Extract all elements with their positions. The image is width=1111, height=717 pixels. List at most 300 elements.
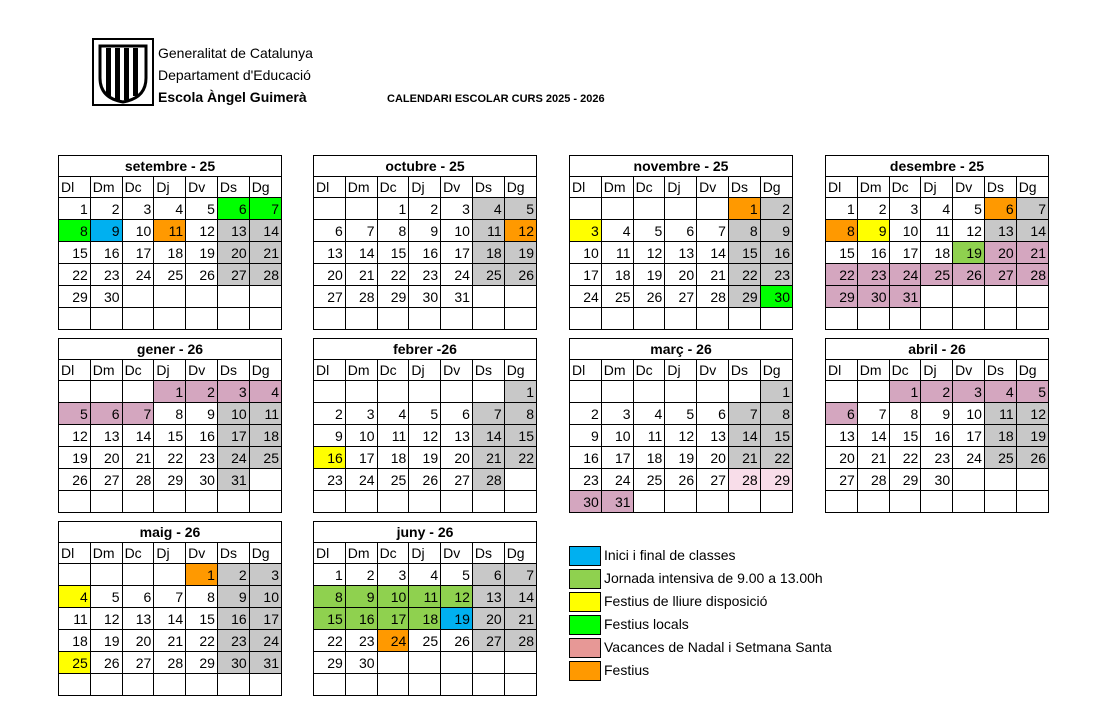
- day-cell: 7: [154, 586, 186, 608]
- day-cell: 18: [377, 447, 409, 469]
- empty-cell: [826, 491, 858, 513]
- empty-cell: [409, 652, 441, 674]
- day-cell: 15: [59, 242, 91, 264]
- day-cell: 12: [441, 586, 473, 608]
- empty-cell: [249, 469, 281, 491]
- day-cell: 8: [314, 586, 346, 608]
- day-cell: 7: [857, 403, 889, 425]
- empty-cell: [984, 469, 1016, 491]
- day-cell: 22: [314, 630, 346, 652]
- school-name: Escola Àngel Guimerà: [158, 89, 307, 105]
- empty-cell: [504, 308, 536, 330]
- weekday-header: Dv: [697, 177, 729, 198]
- day-cell: 7: [728, 403, 760, 425]
- empty-cell: [633, 491, 665, 513]
- empty-cell: [154, 308, 186, 330]
- weekday-header: Dj: [409, 177, 441, 198]
- day-cell: 22: [760, 447, 792, 469]
- day-cell: 19: [504, 242, 536, 264]
- legend-label: Festius: [604, 662, 650, 678]
- weekday-header: Dj: [921, 177, 953, 198]
- day-cell: 28: [857, 469, 889, 491]
- empty-cell: [122, 308, 154, 330]
- day-cell: 24: [377, 630, 409, 652]
- day-cell: 27: [472, 630, 504, 652]
- empty-cell: [441, 381, 473, 403]
- day-cell: 21: [122, 447, 154, 469]
- day-cell: 29: [728, 286, 760, 308]
- day-cell: 19: [90, 630, 122, 652]
- legend-item: [568, 660, 968, 682]
- weekday-header: Ds: [472, 177, 504, 198]
- day-cell: 2: [90, 198, 122, 220]
- weekday-header: Dg: [760, 360, 792, 381]
- day-cell: 11: [154, 220, 186, 242]
- weekday-header: Dv: [441, 360, 473, 381]
- day-cell: 11: [59, 608, 91, 630]
- day-cell: 19: [953, 242, 985, 264]
- month-calendar: [58, 155, 282, 330]
- day-cell: 11: [409, 586, 441, 608]
- day-cell: 14: [728, 425, 760, 447]
- weekday-header: Dv: [186, 543, 218, 564]
- empty-cell: [826, 308, 858, 330]
- day-cell: 23: [760, 264, 792, 286]
- day-cell: 24: [441, 264, 473, 286]
- day-cell: 14: [154, 608, 186, 630]
- day-cell: 20: [665, 264, 697, 286]
- empty-cell: [728, 513, 760, 535]
- day-cell: 28: [472, 469, 504, 491]
- day-cell: 3: [249, 564, 281, 586]
- day-cell: 11: [377, 425, 409, 447]
- day-cell: 19: [633, 264, 665, 286]
- month-title: març - 26: [570, 339, 793, 360]
- empty-cell: [345, 198, 377, 220]
- day-cell: 1: [889, 381, 921, 403]
- day-cell: 16: [760, 242, 792, 264]
- day-cell: 13: [826, 425, 858, 447]
- month-title: juny - 26: [314, 522, 537, 543]
- day-cell: 21: [154, 630, 186, 652]
- weekday-header: Dl: [570, 360, 602, 381]
- day-cell: 23: [314, 469, 346, 491]
- day-cell: 25: [984, 447, 1016, 469]
- month-calendar: [58, 521, 282, 696]
- empty-cell: [90, 308, 122, 330]
- empty-cell: [249, 674, 281, 696]
- day-cell: 7: [249, 198, 281, 220]
- empty-cell: [504, 286, 536, 308]
- day-cell: 26: [953, 264, 985, 286]
- day-cell: 8: [377, 220, 409, 242]
- day-cell: 28: [249, 264, 281, 286]
- empty-cell: [1016, 469, 1048, 491]
- day-cell: 18: [249, 425, 281, 447]
- day-cell: 10: [217, 403, 249, 425]
- day-cell: 30: [345, 652, 377, 674]
- day-cell: 21: [697, 264, 729, 286]
- weekday-header: Dg: [760, 177, 792, 198]
- empty-cell: [59, 308, 91, 330]
- day-cell: 5: [953, 198, 985, 220]
- legend-label: Inici i final de classes: [604, 547, 736, 563]
- empty-cell: [409, 674, 441, 696]
- empty-cell: [186, 674, 218, 696]
- weekday-header: Dv: [953, 177, 985, 198]
- day-cell: 9: [345, 586, 377, 608]
- legend-item: [568, 614, 968, 636]
- day-cell: 29: [314, 652, 346, 674]
- day-cell: 11: [921, 220, 953, 242]
- legend-label: Jornada intensiva de 9.00 a 13.00h: [604, 570, 823, 586]
- day-cell: 8: [154, 403, 186, 425]
- weekday-header: Dl: [826, 177, 858, 198]
- day-cell: 1: [59, 198, 91, 220]
- day-cell: 13: [90, 425, 122, 447]
- day-cell: 31: [889, 286, 921, 308]
- weekday-header: Ds: [728, 360, 760, 381]
- empty-cell: [504, 674, 536, 696]
- day-cell: 19: [59, 447, 91, 469]
- day-cell: 14: [249, 220, 281, 242]
- day-cell: 16: [217, 608, 249, 630]
- month-title: abril - 26: [826, 339, 1049, 360]
- weekday-header: Dm: [857, 177, 889, 198]
- day-cell: 26: [59, 469, 91, 491]
- day-cell: 16: [90, 242, 122, 264]
- day-cell: 3: [122, 198, 154, 220]
- day-cell: 20: [984, 242, 1016, 264]
- empty-cell: [217, 674, 249, 696]
- day-cell: 18: [409, 608, 441, 630]
- day-cell: 15: [314, 608, 346, 630]
- weekday-header: Dm: [345, 543, 377, 564]
- empty-cell: [504, 491, 536, 513]
- month-title: setembre - 25: [59, 156, 282, 177]
- day-cell: 18: [984, 425, 1016, 447]
- day-cell: 25: [921, 264, 953, 286]
- empty-cell: [472, 674, 504, 696]
- day-cell: 17: [889, 242, 921, 264]
- day-cell: 6: [826, 403, 858, 425]
- day-cell: 3: [345, 403, 377, 425]
- day-cell: 2: [217, 564, 249, 586]
- day-cell: 5: [1016, 381, 1048, 403]
- day-cell: 4: [633, 403, 665, 425]
- empty-cell: [59, 674, 91, 696]
- day-cell: 9: [760, 220, 792, 242]
- weekday-header: Ds: [472, 543, 504, 564]
- empty-cell: [409, 381, 441, 403]
- day-cell: 15: [760, 425, 792, 447]
- day-cell: 28: [697, 286, 729, 308]
- legend-swatch: [569, 615, 601, 635]
- day-cell: 23: [857, 264, 889, 286]
- day-cell: 22: [377, 264, 409, 286]
- day-cell: 8: [760, 403, 792, 425]
- day-cell: 17: [249, 608, 281, 630]
- weekday-header: Dc: [122, 360, 154, 381]
- weekday-header: Dj: [154, 543, 186, 564]
- day-cell: 10: [953, 403, 985, 425]
- day-cell: 15: [826, 242, 858, 264]
- day-cell: 16: [345, 608, 377, 630]
- empty-cell: [760, 491, 792, 513]
- weekday-header: Dl: [826, 360, 858, 381]
- legend-swatch: [569, 661, 601, 681]
- weekday-header: Dj: [409, 360, 441, 381]
- empty-cell: [728, 308, 760, 330]
- day-cell: 1: [314, 564, 346, 586]
- day-cell: 28: [504, 630, 536, 652]
- day-cell: 28: [728, 469, 760, 491]
- weekday-header: Dc: [633, 177, 665, 198]
- weekday-header: Dj: [665, 177, 697, 198]
- day-cell: 21: [249, 242, 281, 264]
- weekday-header: Dc: [377, 177, 409, 198]
- day-cell: 22: [59, 264, 91, 286]
- empty-cell: [889, 308, 921, 330]
- day-cell: 24: [601, 469, 633, 491]
- day-cell: 30: [857, 286, 889, 308]
- day-cell: 20: [697, 447, 729, 469]
- empty-cell: [59, 381, 91, 403]
- day-cell: 21: [345, 264, 377, 286]
- empty-cell: [345, 308, 377, 330]
- day-cell: 14: [122, 425, 154, 447]
- empty-cell: [953, 491, 985, 513]
- empty-cell: [377, 491, 409, 513]
- empty-cell: [154, 491, 186, 513]
- empty-cell: [186, 308, 218, 330]
- day-cell: 8: [826, 220, 858, 242]
- day-cell: 5: [633, 220, 665, 242]
- empty-cell: [90, 491, 122, 513]
- day-cell: 12: [504, 220, 536, 242]
- day-cell: 15: [154, 425, 186, 447]
- day-cell: 12: [186, 220, 218, 242]
- empty-cell: [217, 286, 249, 308]
- empty-cell: [665, 513, 697, 535]
- day-cell: 17: [953, 425, 985, 447]
- day-cell: 14: [1016, 220, 1048, 242]
- empty-cell: [441, 674, 473, 696]
- day-cell: 31: [601, 491, 633, 513]
- day-cell: 10: [570, 242, 602, 264]
- weekday-header: Dl: [59, 177, 91, 198]
- day-cell: 27: [826, 469, 858, 491]
- empty-cell: [504, 469, 536, 491]
- weekday-header: Ds: [217, 360, 249, 381]
- day-cell: 20: [90, 447, 122, 469]
- weekday-header: Ds: [728, 177, 760, 198]
- day-cell: 17: [122, 242, 154, 264]
- weekday-header: Dj: [409, 543, 441, 564]
- empty-cell: [921, 491, 953, 513]
- day-cell: 23: [921, 447, 953, 469]
- empty-cell: [472, 652, 504, 674]
- day-cell: 18: [154, 242, 186, 264]
- day-cell: 25: [601, 286, 633, 308]
- weekday-header: Dv: [441, 543, 473, 564]
- day-cell: 10: [601, 425, 633, 447]
- weekday-header: Dm: [90, 543, 122, 564]
- day-cell: 25: [633, 469, 665, 491]
- empty-cell: [186, 286, 218, 308]
- day-cell: 8: [504, 403, 536, 425]
- day-cell: 5: [409, 403, 441, 425]
- day-cell: 3: [601, 403, 633, 425]
- day-cell: 23: [345, 630, 377, 652]
- day-cell: 8: [728, 220, 760, 242]
- weekday-header: Dm: [345, 360, 377, 381]
- day-cell: 2: [570, 403, 602, 425]
- empty-cell: [249, 491, 281, 513]
- day-cell: 15: [728, 242, 760, 264]
- day-cell: 18: [921, 242, 953, 264]
- day-cell: 25: [59, 652, 91, 674]
- weekday-header: Dl: [59, 360, 91, 381]
- empty-cell: [857, 381, 889, 403]
- legend-swatch: [569, 546, 601, 566]
- day-cell: 10: [345, 425, 377, 447]
- day-cell: 4: [921, 198, 953, 220]
- empty-cell: [377, 381, 409, 403]
- empty-cell: [697, 491, 729, 513]
- day-cell: 16: [921, 425, 953, 447]
- day-cell: 5: [441, 564, 473, 586]
- day-cell: 7: [1016, 198, 1048, 220]
- day-cell: 2: [345, 564, 377, 586]
- weekday-header: Dc: [377, 543, 409, 564]
- day-cell: 5: [59, 403, 91, 425]
- day-cell: 29: [186, 652, 218, 674]
- empty-cell: [345, 674, 377, 696]
- day-cell: 6: [122, 586, 154, 608]
- day-cell: 9: [314, 425, 346, 447]
- day-cell: 10: [441, 220, 473, 242]
- day-cell: 25: [249, 447, 281, 469]
- day-cell: 17: [377, 608, 409, 630]
- day-cell: 2: [857, 198, 889, 220]
- day-cell: 1: [728, 198, 760, 220]
- weekday-header: Dv: [953, 360, 985, 381]
- month-title: desembre - 25: [826, 156, 1049, 177]
- legend-item: [568, 545, 968, 567]
- day-cell: 20: [472, 608, 504, 630]
- day-cell: 14: [504, 586, 536, 608]
- weekday-header: Ds: [472, 360, 504, 381]
- empty-cell: [409, 308, 441, 330]
- empty-cell: [984, 308, 1016, 330]
- day-cell: 9: [921, 403, 953, 425]
- day-cell: 2: [314, 403, 346, 425]
- day-cell: 28: [1016, 264, 1048, 286]
- empty-cell: [570, 513, 602, 535]
- empty-cell: [953, 469, 985, 491]
- empty-cell: [760, 308, 792, 330]
- month-calendar: [569, 338, 793, 534]
- day-cell: 27: [984, 264, 1016, 286]
- day-cell: 13: [217, 220, 249, 242]
- empty-cell: [633, 381, 665, 403]
- empty-cell: [570, 198, 602, 220]
- legend-label: Festius de lliure disposició: [604, 593, 768, 609]
- day-cell: 30: [409, 286, 441, 308]
- day-cell: 22: [504, 447, 536, 469]
- month-title: octubre - 25: [314, 156, 537, 177]
- day-cell: 23: [90, 264, 122, 286]
- day-cell: 13: [665, 242, 697, 264]
- day-cell: 18: [601, 264, 633, 286]
- empty-cell: [122, 674, 154, 696]
- day-cell: 2: [409, 198, 441, 220]
- empty-cell: [314, 491, 346, 513]
- legend-swatch: [569, 592, 601, 612]
- day-cell: 13: [984, 220, 1016, 242]
- day-cell: 2: [760, 198, 792, 220]
- weekday-header: Ds: [217, 543, 249, 564]
- day-cell: 27: [122, 652, 154, 674]
- day-cell: 20: [314, 264, 346, 286]
- weekday-header: Dj: [921, 360, 953, 381]
- empty-cell: [570, 308, 602, 330]
- empty-cell: [665, 308, 697, 330]
- day-cell: 14: [345, 242, 377, 264]
- empty-cell: [441, 308, 473, 330]
- day-cell: 30: [186, 469, 218, 491]
- empty-cell: [345, 381, 377, 403]
- weekday-header: Dg: [1016, 360, 1048, 381]
- day-cell: 1: [826, 198, 858, 220]
- empty-cell: [377, 652, 409, 674]
- weekday-header: Dm: [857, 360, 889, 381]
- weekday-header: Dl: [314, 360, 346, 381]
- day-cell: 24: [122, 264, 154, 286]
- day-cell: 3: [217, 381, 249, 403]
- day-cell: 9: [186, 403, 218, 425]
- org-line-2: Departament d'Educació: [158, 67, 311, 83]
- empty-cell: [441, 491, 473, 513]
- empty-cell: [728, 491, 760, 513]
- weekday-header: Dc: [122, 177, 154, 198]
- day-cell: 27: [217, 264, 249, 286]
- day-cell: 5: [186, 198, 218, 220]
- day-cell: 1: [186, 564, 218, 586]
- day-cell: 19: [441, 608, 473, 630]
- empty-cell: [921, 308, 953, 330]
- month-calendar: [313, 338, 537, 513]
- day-cell: 1: [154, 381, 186, 403]
- day-cell: 14: [697, 242, 729, 264]
- month-title: novembre - 25: [570, 156, 793, 177]
- empty-cell: [1016, 286, 1048, 308]
- day-cell: 6: [665, 220, 697, 242]
- empty-cell: [154, 286, 186, 308]
- day-cell: 27: [441, 469, 473, 491]
- day-cell: 7: [472, 403, 504, 425]
- day-cell: 20: [122, 630, 154, 652]
- day-cell: 14: [857, 425, 889, 447]
- header: [92, 38, 692, 110]
- day-cell: 24: [345, 469, 377, 491]
- day-cell: 12: [1016, 403, 1048, 425]
- empty-cell: [122, 381, 154, 403]
- day-cell: 13: [122, 608, 154, 630]
- day-cell: 25: [377, 469, 409, 491]
- weekday-header: Dm: [601, 177, 633, 198]
